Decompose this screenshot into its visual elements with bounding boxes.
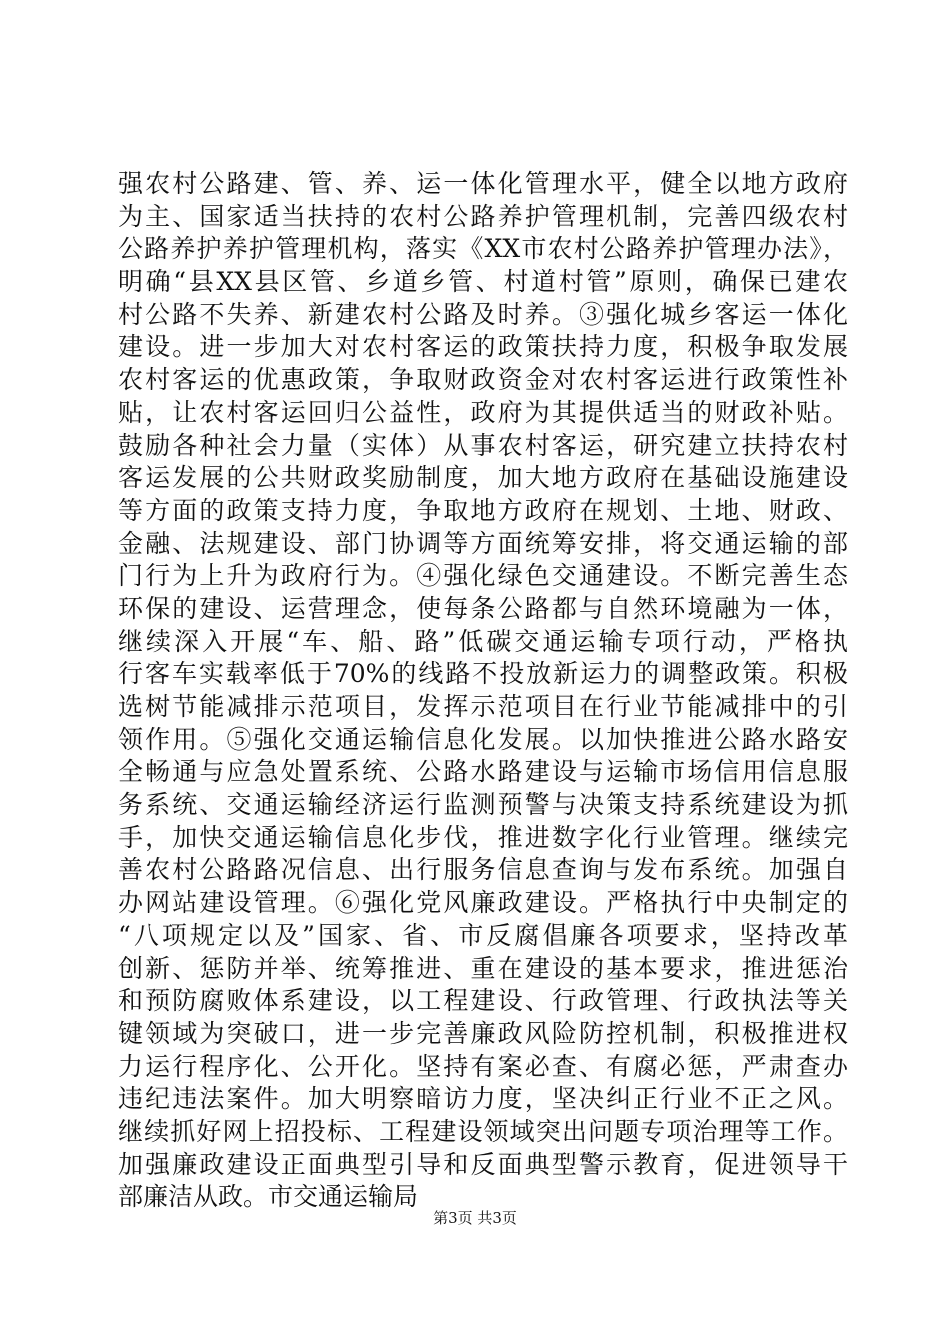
text-line: 门行为上升为政府行为。④强化绿色交通建设。不断完善生态 (118, 561, 848, 591)
text-line-last: 部廉洁从政。市交通运输局 (118, 1182, 419, 1212)
text-line: 加强廉政建设正面典型引导和反面典型警示教育，促进领导干 (118, 1149, 848, 1179)
text-line: 继续深入开展“车、船、路”低碳交通运输专项行动，严格执 (118, 626, 848, 656)
text-line: 善农村公路路况信息、出行服务信息查询与发布系统。加强自 (118, 855, 848, 885)
text-line: 鼓励各种社会力量（实体）从事农村客运，研究建立扶持农村 (118, 430, 848, 460)
text-line: 违纪违法案件。加大明察暗访力度，坚决纠正行业不正之风。 (118, 1084, 848, 1114)
text-line: 手，加快交通运输信息化步伐，推进数字化行业管理。继续完 (118, 822, 848, 852)
text-line: 明确“县XX县区管、乡道乡管、村道村管”原则，确保已建农 (118, 267, 848, 297)
text-line: 等方面的政策支持力度，争取地方政府在规划、土地、财政、 (118, 495, 848, 525)
page-footer: 第3页 共3页 (433, 1209, 517, 1227)
text-line: 公路养护养护管理机构，落实《XX市农村公路养护管理办法》， (118, 234, 848, 264)
text-line: 强农村公路建、管、养、运一体化管理水平，健全以地方政府 (118, 169, 848, 198)
text-line: 全畅通与应急处置系统、公路水路建设与运输市场信用信息服 (118, 757, 848, 787)
text-line: 力运行程序化、公开化。坚持有案必查、有腐必惩，严肃查办 (118, 1051, 848, 1081)
text-line: 农村客运的优惠政策，争取财政资金对农村客运进行政策性补 (118, 365, 848, 395)
text-line: 和预防腐败体系建设，以工程建设、行政管理、行政执法等关 (118, 986, 848, 1016)
text-line: 环保的建设、运营理念，使每条公路都与自然环境融为一体， (118, 593, 848, 623)
text-line: 继续抓好网上招投标、工程建设领域突出问题专项治理等工作。 (118, 1116, 848, 1146)
text-line: 行客车实载率低于70%的线路不投放新运力的调整政策。积极 (118, 659, 848, 689)
text-line: 务系统、交通运输经济运行监测预警与决策支持系统建设为抓 (118, 790, 848, 820)
text-line: 贴，让农村客运回归公益性，政府为其提供适当的财政补贴。 (118, 397, 848, 427)
text-line: 领作用。⑤强化交通运输信息化发展。以加快推进公路水路安 (118, 724, 848, 754)
text-line: 为主、国家适当扶持的农村公路养护管理机制，完善四级农村 (118, 201, 848, 231)
text-line: 建设。进一步加大对农村客运的政策扶持力度，积极争取发展 (118, 332, 848, 362)
text-line: 键领域为突破口，进一步完善廉政风险防控机制，积极推进权 (118, 1018, 848, 1048)
text-line: 金融、法规建设、部门协调等方面统筹安排，将交通运输的部 (118, 528, 848, 558)
text-line: 办网站建设管理。⑥强化党风廉政建设。严格执行中央制定的 (118, 888, 848, 918)
text-line: 创新、惩防并举、统筹推进、重在建设的基本要求，推进惩治 (118, 953, 848, 983)
text-line: “八项规定以及”国家、省、市反腐倡廉各项要求，坚持改革 (118, 920, 848, 950)
text-line: 客运发展的公共财政奖励制度，加大地方政府在基础设施建设 (118, 463, 848, 493)
text-line: 村公路不失养、新建农村公路及时养。③强化城乡客运一体化 (118, 299, 848, 329)
document-body (118, 168, 848, 1214)
text-line: 选树节能减排示范项目，发挥示范项目在行业节能减排中的引 (118, 692, 848, 721)
